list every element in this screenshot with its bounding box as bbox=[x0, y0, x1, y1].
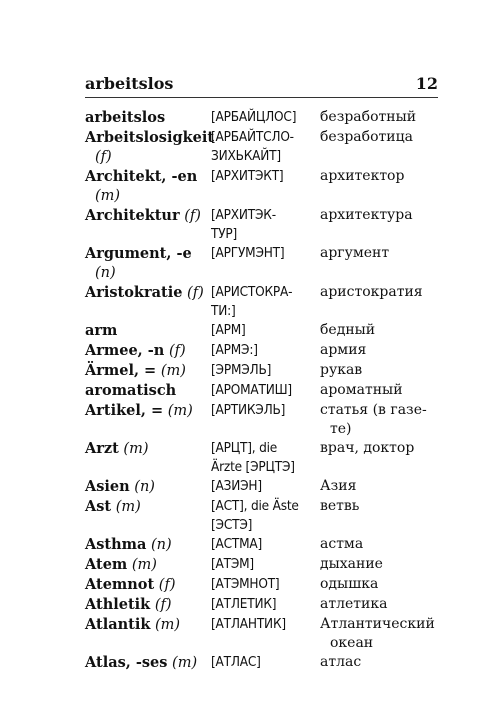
entry-translation bbox=[320, 555, 445, 574]
translation-line: дыхание bbox=[320, 556, 383, 572]
dictionary-entry bbox=[85, 361, 445, 381]
pronunciation-line: [АЗИЭН] bbox=[211, 478, 262, 494]
grammar-tag: (n) bbox=[146, 537, 172, 553]
grammar-tag: (m) bbox=[167, 655, 198, 671]
entry-headword bbox=[85, 167, 211, 206]
entry-pronunciation bbox=[211, 575, 320, 594]
entry-translation bbox=[320, 381, 445, 400]
headword-text: arbeitslos bbox=[85, 109, 166, 126]
grammar-tag: (n) bbox=[95, 265, 116, 281]
dictionary-entries bbox=[85, 108, 445, 673]
dictionary-entry bbox=[85, 595, 445, 615]
running-header bbox=[85, 74, 438, 96]
entry-headword bbox=[85, 595, 211, 615]
dictionary-entry bbox=[85, 321, 445, 341]
entry-headword bbox=[85, 575, 211, 595]
entry-translation bbox=[320, 653, 445, 672]
dictionary-entry bbox=[85, 575, 445, 595]
entry-headword bbox=[85, 615, 211, 635]
translation-line: астма bbox=[320, 536, 364, 552]
pronunciation-line: ЗИХЬКАЙТ] bbox=[211, 148, 281, 164]
entry-translation bbox=[320, 595, 445, 614]
dictionary-entry bbox=[85, 439, 445, 477]
dictionary-entry bbox=[85, 477, 445, 497]
headword-text: Ast bbox=[85, 498, 112, 515]
entry-headword bbox=[85, 341, 211, 361]
pronunciation-line: ТУР] bbox=[211, 226, 238, 242]
translation-line: статья (в газе- bbox=[320, 402, 427, 418]
grammar-tag: (m) bbox=[95, 188, 121, 204]
headword-text: Atlantik bbox=[85, 616, 151, 633]
headword-text: arm bbox=[85, 322, 118, 339]
translation-line: безработный bbox=[320, 109, 417, 125]
entry-headword bbox=[85, 477, 211, 497]
headword-text: Athletik bbox=[85, 596, 151, 613]
translation-line: одышка bbox=[320, 576, 379, 592]
entry-headword bbox=[85, 497, 211, 517]
dictionary-entry bbox=[85, 653, 445, 673]
translation-line: Азия bbox=[320, 478, 357, 494]
page-number: 12 bbox=[415, 74, 438, 93]
pronunciation-line: [АСТМА] bbox=[211, 536, 263, 552]
entry-pronunciation bbox=[211, 497, 320, 535]
grammar-tag: (f) bbox=[182, 285, 204, 301]
grammar-tag: (f) bbox=[150, 597, 172, 613]
entry-headword bbox=[85, 108, 211, 128]
translation-line: безработица bbox=[320, 129, 413, 145]
entry-translation bbox=[320, 497, 445, 516]
entry-pronunciation bbox=[211, 321, 320, 340]
headword-text: Arzt bbox=[85, 440, 119, 457]
headword-text: Arbeitslosigkeit bbox=[85, 129, 215, 146]
grammar-tag: (f) bbox=[164, 343, 186, 359]
headword-text: Artikel, = bbox=[85, 402, 164, 419]
grammar-tag: (m) bbox=[118, 441, 149, 457]
dictionary-entry bbox=[85, 497, 445, 535]
entry-pronunciation bbox=[211, 244, 320, 263]
entry-translation bbox=[320, 361, 445, 380]
grammar-tag: (m) bbox=[163, 403, 193, 419]
entry-translation bbox=[320, 167, 445, 186]
headword-text: Architektur bbox=[85, 207, 180, 224]
entry-translation bbox=[320, 128, 445, 147]
pronunciation-line: [АРМЭ:] bbox=[211, 342, 258, 358]
translation-line: архитектор bbox=[320, 168, 405, 184]
grammar-tag: (m) bbox=[111, 499, 141, 515]
dictionary-entry bbox=[85, 108, 445, 128]
entry-translation bbox=[320, 477, 445, 496]
entry-translation bbox=[320, 439, 445, 458]
dictionary-entry bbox=[85, 206, 445, 244]
entry-translation bbox=[320, 108, 445, 127]
pronunciation-line: [АРТИКЭЛЬ] bbox=[211, 402, 286, 418]
grammar-tag: (n) bbox=[129, 479, 155, 495]
entry-headword bbox=[85, 401, 211, 421]
entry-pronunciation bbox=[211, 206, 320, 244]
headword-text: Aristokratie bbox=[85, 284, 183, 301]
pronunciation-line: [АРМ] bbox=[211, 322, 246, 338]
translation-line: архитектура bbox=[320, 207, 413, 223]
entry-headword bbox=[85, 381, 211, 401]
entry-pronunciation bbox=[211, 477, 320, 496]
entry-headword bbox=[85, 653, 211, 673]
pronunciation-line: [АТЛАС] bbox=[211, 654, 261, 670]
headword-text: Argument, -e bbox=[85, 245, 192, 262]
entry-pronunciation bbox=[211, 361, 320, 380]
entry-pronunciation bbox=[211, 283, 320, 321]
headword-text: Atlas, -ses bbox=[85, 654, 168, 671]
headword-text: Ärmel, = bbox=[85, 362, 157, 379]
dictionary-entry bbox=[85, 381, 445, 401]
pronunciation-line: [АРБАЙЦЛОС] bbox=[211, 109, 297, 125]
translation-line: ветвь bbox=[320, 498, 360, 514]
pronunciation-line: Ärzte [ЭРЦТЭ] bbox=[211, 459, 295, 475]
headword-text: Armee, -n bbox=[85, 342, 165, 359]
translation-line: ароматный bbox=[320, 382, 403, 398]
pronunciation-line: [АРИСТОКРА- bbox=[211, 284, 293, 300]
header-headword: arbeitslos bbox=[85, 74, 174, 93]
translation-line: аристократия bbox=[320, 284, 423, 300]
headword-text: Asien bbox=[85, 478, 130, 495]
entry-pronunciation bbox=[211, 128, 320, 166]
entry-headword bbox=[85, 555, 211, 575]
pronunciation-line: [АТЛАНТИК] bbox=[211, 616, 286, 632]
entry-pronunciation bbox=[211, 341, 320, 360]
entry-headword bbox=[85, 283, 211, 303]
pronunciation-line: [ЭРМЭЛЬ] bbox=[211, 362, 272, 378]
entry-headword bbox=[85, 321, 211, 341]
translation-line: Атлантический bbox=[320, 616, 435, 632]
translation-line: океан bbox=[330, 635, 374, 651]
translation-line: врач, доктор bbox=[320, 440, 415, 456]
pronunciation-line: [АРОМАТИШ] bbox=[211, 382, 292, 398]
entry-translation bbox=[320, 341, 445, 360]
headword-text: Architekt, -en bbox=[85, 168, 198, 185]
dictionary-entry bbox=[85, 283, 445, 321]
entry-headword bbox=[85, 439, 211, 459]
entry-translation bbox=[320, 615, 445, 653]
entry-translation bbox=[320, 321, 445, 340]
entry-pronunciation bbox=[211, 167, 320, 186]
entry-pronunciation bbox=[211, 595, 320, 614]
grammar-tag: (m) bbox=[156, 363, 186, 379]
entry-pronunciation bbox=[211, 401, 320, 420]
headword-text: Asthma bbox=[85, 536, 147, 553]
grammar-tag: (f) bbox=[154, 577, 176, 593]
headword-text: Atemnot bbox=[85, 576, 155, 593]
grammar-tag: (f) bbox=[95, 149, 112, 165]
entry-pronunciation bbox=[211, 535, 320, 554]
dictionary-entry bbox=[85, 535, 445, 555]
pronunciation-line: [АТЭМНОТ] bbox=[211, 576, 280, 592]
dictionary-entry bbox=[85, 341, 445, 361]
dictionary-entry bbox=[85, 167, 445, 206]
entry-translation bbox=[320, 206, 445, 225]
pronunciation-line: [АРЦТ], die bbox=[211, 440, 278, 456]
entry-headword bbox=[85, 361, 211, 381]
translation-line: бедный bbox=[320, 322, 376, 338]
translation-line: армия bbox=[320, 342, 367, 358]
dictionary-entry bbox=[85, 244, 445, 283]
translation-line: атлас bbox=[320, 654, 362, 670]
entry-pronunciation bbox=[211, 381, 320, 400]
pronunciation-line: [АРХИТЭКТ] bbox=[211, 168, 284, 184]
translation-line: атлетика bbox=[320, 596, 388, 612]
entry-translation bbox=[320, 244, 445, 263]
header-rule bbox=[85, 97, 438, 98]
pronunciation-line: [ЭСТЭ] bbox=[211, 517, 253, 533]
pronunciation-line: [АСТ], die Äste bbox=[211, 498, 299, 514]
entry-pronunciation bbox=[211, 615, 320, 634]
entry-translation bbox=[320, 283, 445, 302]
grammar-tag: (f) bbox=[179, 208, 201, 224]
pronunciation-line: [АРБАЙТСЛО- bbox=[211, 129, 294, 145]
dictionary-entry bbox=[85, 128, 445, 167]
translation-line: аргумент bbox=[320, 245, 390, 261]
dictionary-entry bbox=[85, 401, 445, 439]
translation-line: те) bbox=[330, 421, 352, 437]
entry-headword bbox=[85, 206, 211, 226]
entry-pronunciation bbox=[211, 653, 320, 672]
entry-headword bbox=[85, 244, 211, 283]
entry-pronunciation bbox=[211, 108, 320, 127]
pronunciation-line: [АТЭМ] bbox=[211, 556, 254, 572]
headword-text: aromatisch bbox=[85, 382, 177, 399]
entry-translation bbox=[320, 535, 445, 554]
grammar-tag: (m) bbox=[127, 557, 157, 573]
translation-line: рукав bbox=[320, 362, 363, 378]
entry-pronunciation bbox=[211, 439, 320, 477]
entry-headword bbox=[85, 535, 211, 555]
headword-text: Atem bbox=[85, 556, 128, 573]
pronunciation-line: [АРХИТЭК- bbox=[211, 207, 276, 223]
pronunciation-line: [АРГУМЭНТ] bbox=[211, 245, 285, 261]
dictionary-entry bbox=[85, 555, 445, 575]
pronunciation-line: [АТЛЕТИК] bbox=[211, 596, 277, 612]
grammar-tag: (m) bbox=[150, 617, 181, 633]
entry-translation bbox=[320, 575, 445, 594]
entry-pronunciation bbox=[211, 555, 320, 574]
pronunciation-line: ТИ:] bbox=[211, 303, 236, 319]
entry-headword bbox=[85, 128, 215, 167]
dictionary-entry bbox=[85, 615, 445, 653]
entry-translation bbox=[320, 401, 445, 439]
